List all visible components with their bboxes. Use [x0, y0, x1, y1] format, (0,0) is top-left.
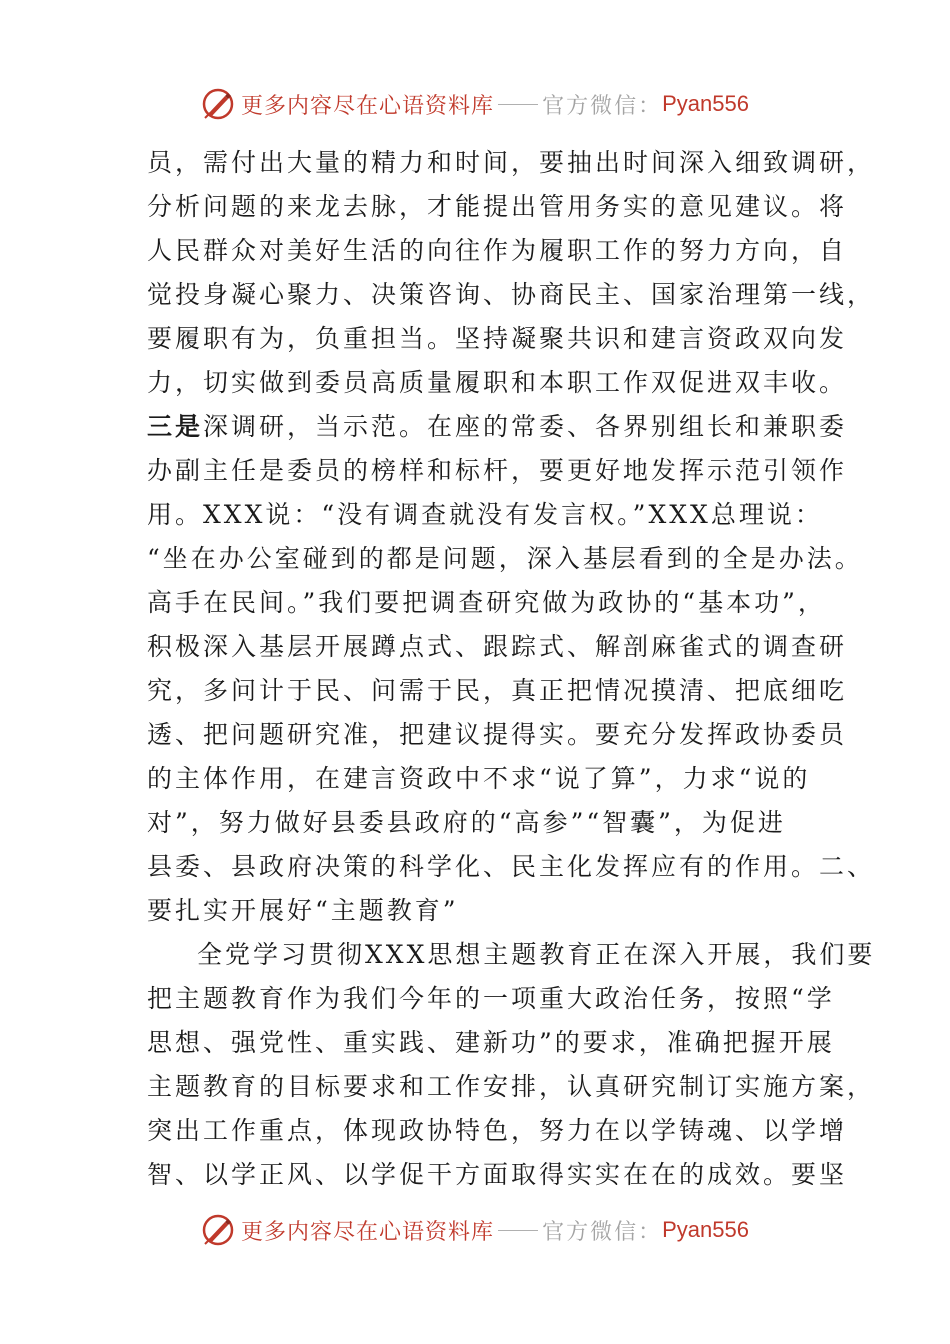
banner-divider — [498, 1230, 538, 1231]
text-line: 高手在民间。”我们要把调查研究做为政协的“基本功”， — [147, 588, 826, 617]
text-line: 智、以学正风、以学促干方面取得实实在在的成效。要坚 — [147, 1160, 848, 1189]
banner-wechat-id: Pyan556 — [662, 1217, 749, 1242]
pen-logo-icon — [201, 1213, 235, 1247]
banner-title: 更多内容尽在心语资料库 — [241, 93, 495, 119]
text-line: 主题教育的目标要求和工作安排，认真研究制订实施方案， — [147, 1072, 876, 1101]
section-text: 深调研，当示范。在座的常委、各界别组长和兼职委 — [203, 412, 848, 441]
section-marker: 三是 — [147, 412, 204, 441]
text-line: 的主体作用，在建言资政中不求“说了算”，力求“说的 — [147, 764, 811, 793]
banner-wechat-id: Pyan556 — [662, 91, 749, 116]
text-line: 积极深入基层开展蹲点式、跟踪式、解剖麻雀式的调查研 — [147, 632, 848, 661]
text-line: 要扎实开展好“主题教育” — [147, 896, 459, 925]
text-line: 对”，努力做好县委县政府的“高参”“智囊”，为促进 — [147, 808, 786, 837]
text-line: 用。XXX说：“没有调查就没有发言权。”XXX总理说： — [147, 500, 823, 529]
text-line: 分析问题的来龙去脉，才能提出管用务实的意见建议。将 — [147, 192, 848, 221]
banner-divider — [498, 104, 538, 105]
text-line: 县委、县政府决策的科学化、民主化发挥应有的作用。二、 — [147, 852, 876, 881]
text-line: 觉投身凝心聚力、决策咨询、协商民主、国家治理第一线， — [147, 280, 876, 309]
text-line: 力，切实做到委员高质量履职和本职工作双促进双丰收。 — [147, 368, 848, 397]
text-line: 员，需付出大量的精力和时间，要抽出时间深入细致调研， — [147, 148, 876, 177]
text-line-section-three — [147, 405, 848, 449]
text-line: “坐在办公室碰到的都是问题，深入基层看到的全是办法。 — [147, 544, 863, 573]
text-line: 要履职有为，负重担当。坚持凝聚共识和建言资政双向发 — [147, 324, 848, 353]
footer-banner — [0, 1208, 950, 1252]
text-line: 思想、强党性、重实践、建新功”的要求，准确把握开展 — [147, 1028, 835, 1057]
document-body — [147, 141, 876, 1197]
text-line: 透、把问题研究准，把建议提得实。要充分发挥政协委员 — [147, 720, 848, 749]
text-line: 把主题教育作为我们今年的一项重大政治任务，按照“学 — [147, 984, 835, 1013]
header-banner — [0, 82, 950, 126]
banner-wechat-label: 官方微信： — [542, 1219, 663, 1245]
banner-title: 更多内容尽在心语资料库 — [241, 1219, 495, 1245]
pen-logo-icon — [201, 87, 235, 121]
text-line: 人民群众对美好生活的向往作为履职工作的努力方向，自 — [147, 236, 848, 265]
banner-wechat-label: 官方微信： — [542, 93, 663, 119]
text-line: 办副主任是委员的榜样和标杆，要更好地发挥示范引领作 — [147, 456, 848, 485]
text-line: 究，多问计于民、问需于民，真正把情况摸清、把底细吃 — [147, 676, 848, 705]
paragraph-start-line: 全党学习贯彻XXX思想主题教育正在深入开展，我们要 — [197, 940, 876, 969]
text-line: 突出工作重点，体现政协特色，努力在以学铸魂、以学增 — [147, 1116, 848, 1145]
